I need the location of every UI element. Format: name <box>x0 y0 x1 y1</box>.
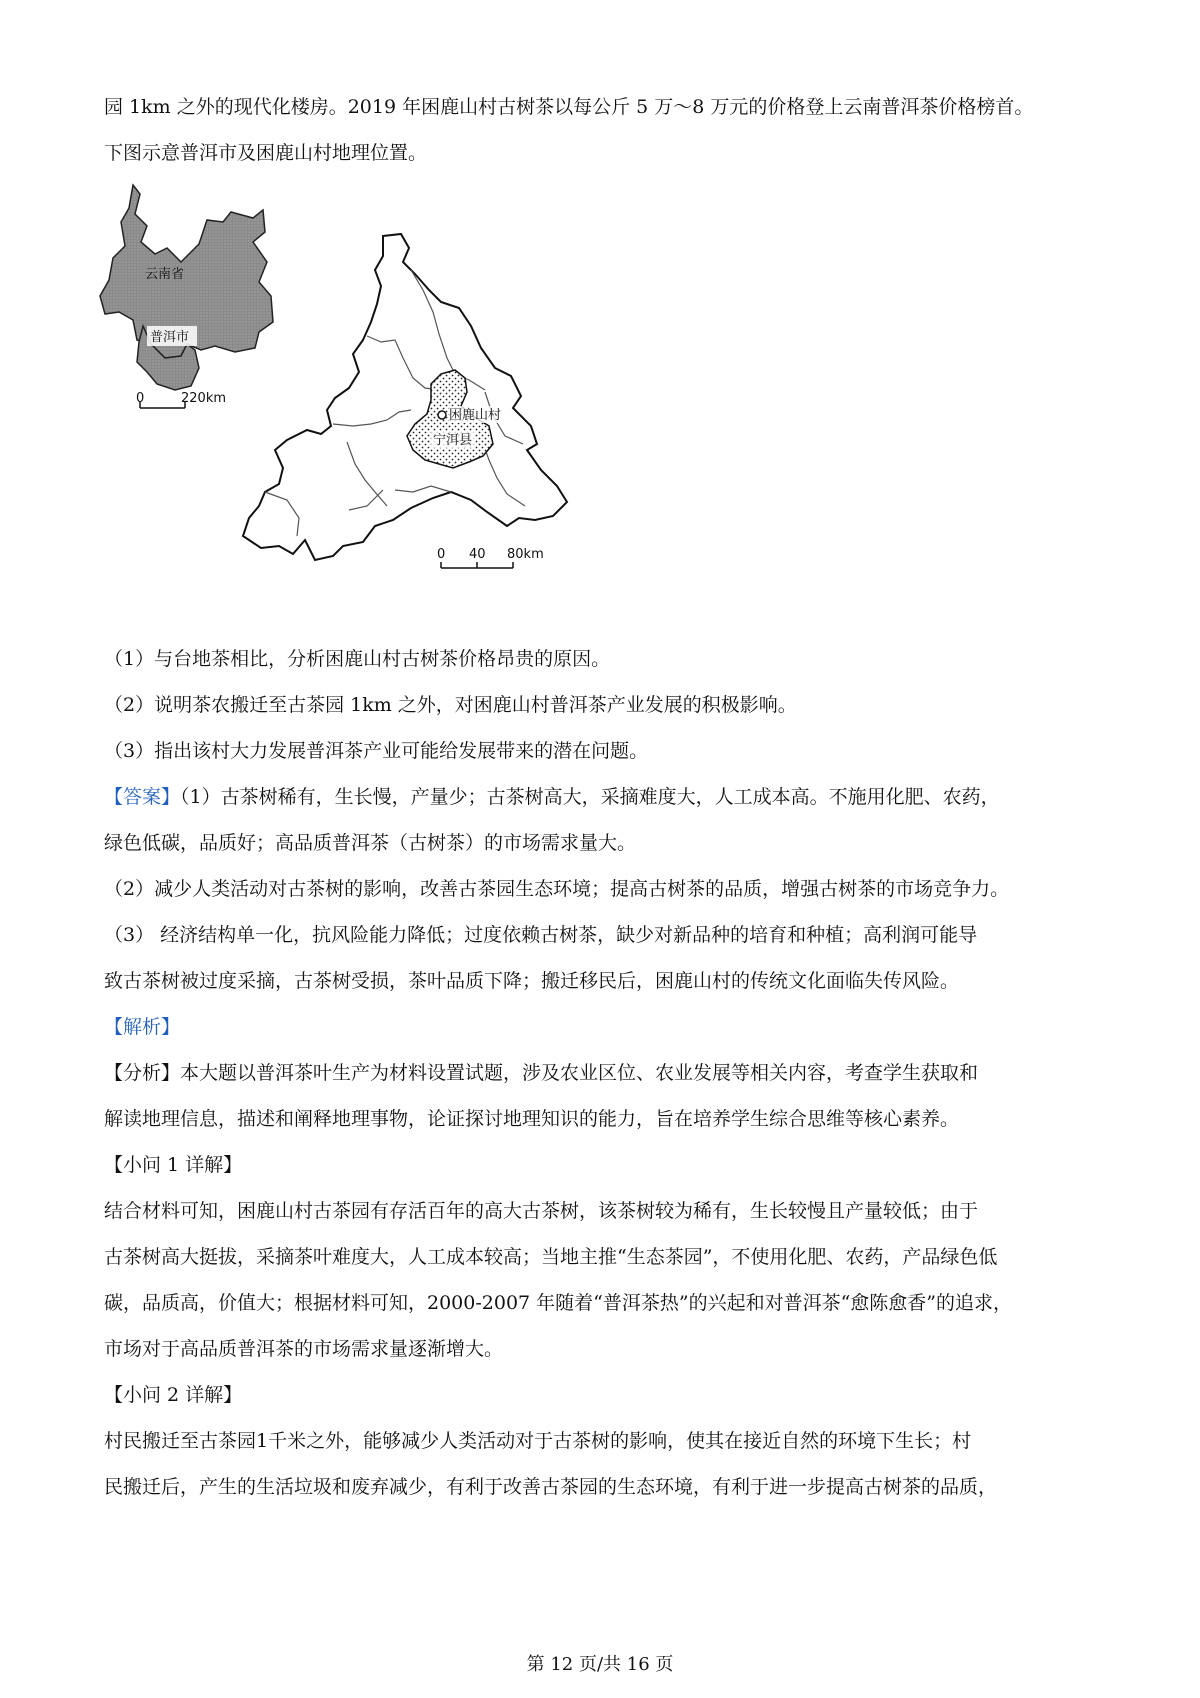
q1-line-1: 结合材料可知，困鹿山村古茶园有存活百年的高大古茶树，该茶树较为稀有，生长较慢且产量较低；由于 <box>104 1200 979 1222</box>
intro-line-1: 园 1km 之外的现代化楼房。2019 年困鹿山村古树茶以每公斤 5 万～8 万元的价格登上云南普洱茶价格榜首。 <box>104 96 1034 118</box>
answer-3-line-1: （3） 经济结构单一化，抗风险能力降低；过度依赖古树茶，缺少对新品种的培育和种植；高利润可能导 <box>104 924 978 946</box>
q1-line-2: 古茶树高大挺拔，采摘茶叶难度大，人工成本较高；当地主推“生态茶园”，不使用化肥、农药，产品绿色低 <box>104 1246 998 1268</box>
analysis-fenxi-line-2: 解读地理信息，描述和阐释地理事物，论证探讨地理知识的能力，旨在培养学生综合思维等核心素养。 <box>104 1108 960 1130</box>
intro-line-2: 下图示意普洱市及困鹿山村地理位置。 <box>104 142 428 164</box>
q1-line-4: 市场对于高品质普洱茶的市场需求量逐渐增大。 <box>104 1338 504 1360</box>
answer-1-line-1: （1）古茶树稀有，生长慢，产量少；古茶树高大，采摘难度大，人工成本高。不施用化肥、农药， <box>180 786 1000 808</box>
small-scale-end: 220km <box>181 391 227 406</box>
answer-tag: 【答案】 <box>104 786 181 808</box>
puer-city-map <box>235 230 590 620</box>
analysis-tag: 【解析】 <box>104 1016 181 1038</box>
q1-heading: 【小问 1 详解】 <box>104 1154 243 1176</box>
q2-heading: 【小问 2 详解】 <box>104 1384 243 1406</box>
village-label: 困鹿山村 <box>449 408 502 423</box>
analysis-fenxi-line-1: 【分析】本大题以普洱茶叶生产为材料设置试题，涉及农业区位、农业发展等相关内容，考查学生获取和 <box>104 1062 979 1084</box>
q1-line-3: 碳，品质高，价值大；根据材料可知，2000-2007 年随着“普洱茶热”的兴起和对普洱茶“愈陈愈香”的追求， <box>104 1292 1013 1314</box>
page-footer: 第 12 页/共 16 页 <box>526 1654 674 1675</box>
village-marker <box>438 411 446 419</box>
q2-line-1: 村民搬迁至古茶园1千米之外，能够减少人类活动对于古茶树的影响，使其在接近自然的环境下生长；村 <box>104 1430 972 1452</box>
puer-city-outline <box>243 234 567 560</box>
city-label: 普洱市 <box>150 330 190 345</box>
answer-1-line-2: 绿色低碳，品质好；高品质普洱茶（古树茶）的市场需求量大。 <box>104 832 637 854</box>
question-1: （1）与台地茶相比，分析困鹿山村古树茶价格昂贵的原因。 <box>104 648 611 670</box>
answer-3-line-2: 致古茶树被过度采摘，古茶树受损，茶叶品质下降；搬迁移民后，困鹿山村的传统文化面临失传风险。 <box>104 970 960 992</box>
county-label: 宁洱县 <box>433 433 473 448</box>
large-scale-end: 80km <box>507 547 544 562</box>
large-scale-mid: 40 <box>469 547 486 562</box>
province-label: 云南省 <box>145 267 185 282</box>
question-2: （2）说明茶农搬迁至古茶园 1km 之外，对困鹿山村普洱茶产业发展的积极影响。 <box>104 694 797 716</box>
large-scale-zero: 0 <box>437 547 446 562</box>
small-scale-zero: 0 <box>136 391 145 406</box>
question-3: （3）指出该村大力发展普洱茶产业可能给发展带来的潜在问题。 <box>104 740 649 762</box>
answer-2: （2）减少人类活动对古茶树的影响，改善古茶园生态环境；提高古树茶的品质，增强古树茶的市场竞争力。 <box>104 878 1010 900</box>
q2-line-2: 民搬迁后，产生的生活垃圾和废弃减少，有利于改善古茶园的生态环境，有利于进一步提高古树茶的品质， <box>104 1476 998 1498</box>
answer-line-1 <box>104 784 1000 810</box>
